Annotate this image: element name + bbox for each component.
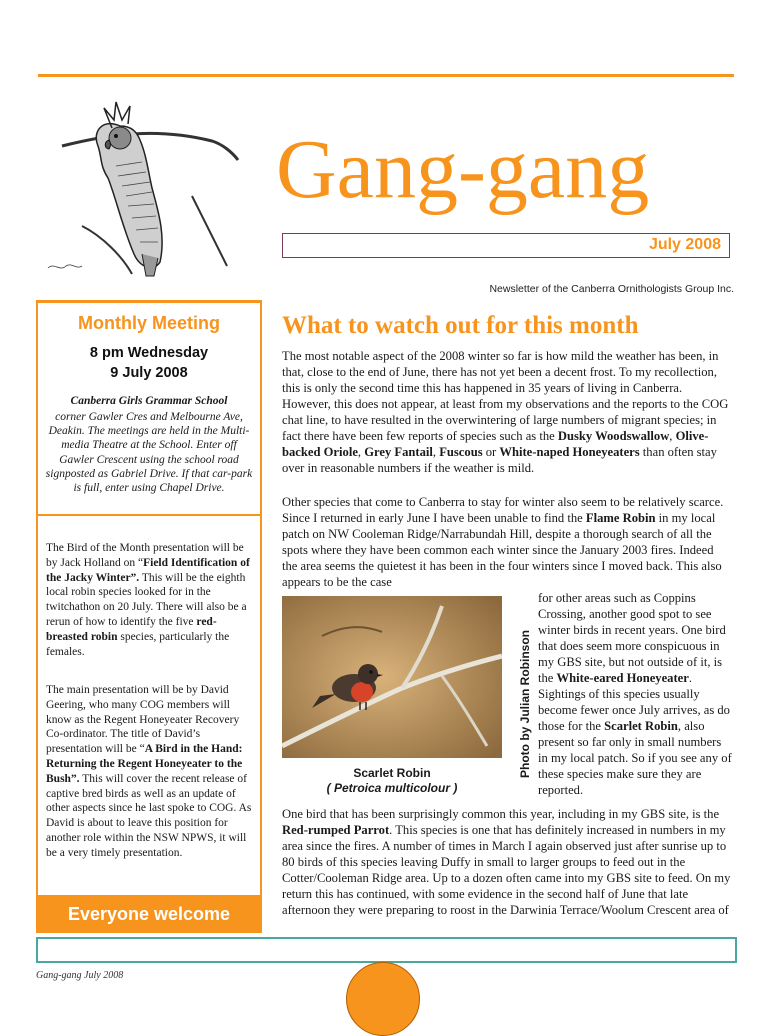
- text-run: ,: [669, 429, 676, 443]
- photo-credit: Photo by Julian Robinson: [518, 630, 532, 778]
- article-paragraph-2: [282, 494, 732, 590]
- bold-run: White-eared Honeyeater: [556, 671, 689, 685]
- meeting-date: 9 July 2008: [110, 365, 188, 381]
- monthly-meeting-heading: Monthly Meeting: [78, 313, 220, 333]
- text-run: . Sightings of this species usually become fewer once July arrives, as do those for the: [538, 671, 730, 733]
- photo-caption-title: Scarlet Robin: [353, 766, 431, 780]
- issue-date-box: [282, 233, 730, 258]
- meeting-venue-name: Canberra Girls Grammar School: [70, 395, 228, 407]
- bold-run: Scarlet Robin: [604, 719, 678, 733]
- main-presentation-paragraph: [46, 683, 254, 861]
- text-run: The most notable aspect of the 2008 winter so far is how mild the weather has been, in that, close to the end of June, there has not yet been a decent frost. To my recollection, this is only the second time this has happened in 35 years of living in Canberra. However, this does not appear, at least from my observations and the reports to the COG chat line, to have resulted in the overwintering of large numbers of migrant species; in fact there have been few reports of species such as the: [282, 349, 729, 443]
- meeting-time: 8 pm Wednesday: [89, 345, 209, 361]
- text-run: This will be the eighth local robin species looked for in the twitchathon on 20 July. There will also be a rerun of how to identify the five: [46, 571, 247, 628]
- bold-run: Grey Fantail: [364, 445, 433, 459]
- text-run: ,: [357, 445, 365, 459]
- text-run: This will cover the recent release of captive bred birds as well as an update of other aspects since he last spoke to COG. As David is about to leave this position for another role within the NSW NPWS, it will be a very timely presentation.: [46, 772, 252, 859]
- text-run: One bird that has been surprisingly common this year, including in my GBS site, is the: [282, 807, 720, 821]
- text-run: for other areas such as Coppins Crossing, another good spot to see winter birds in recent years. One bird that does seem more conspicuous in my GBS site, but not outside of it, is the: [538, 591, 726, 685]
- text-run: or: [482, 445, 500, 459]
- presentations-sidebar: [36, 513, 262, 933]
- bold-run: Fuscous: [439, 445, 483, 459]
- page-number-circle: [346, 962, 420, 1036]
- everyone-welcome-banner: Everyone welcome: [38, 895, 260, 933]
- text-run: . This species is one that has definitely increased in numbers in my area since the fires. A number of times in March I again observed just after sunrise up to 80 birds of this species leaving Duffy in small to larger groups to feed out in the Cotter/Cooleman Ridge area. Up to a dozen often came into my GBS site to feed. On my return this has continued, with some evidence in the second half of June that late afternoon they were preparing to roost in the Darwinia Terrace/Woolum Crescent area of: [282, 823, 731, 917]
- text-run: species, particularly the females.: [46, 630, 230, 658]
- bird-of-month-paragraph: [46, 541, 254, 659]
- bold-run: White-naped Honeyeaters: [499, 445, 640, 459]
- bold-run: Dusky Woodswallow: [557, 429, 670, 443]
- newsletter-tagline: Newsletter of the Canberra Ornithologists Group Inc.: [489, 283, 734, 295]
- article-paragraph-2-continued: [538, 590, 732, 798]
- text-run: The main presentation will be by David Geering, who many COG members will know as the Regent Honeyeater Recovery Co-ordinator. The title of David’s presentation will be “: [46, 684, 240, 756]
- text-run: The Bird of the Month presentation will be by Jack Holland on “: [46, 542, 244, 569]
- text-run: ,: [432, 445, 440, 459]
- text-run: than often stay over in reasonable numbers if the weather is mild.: [282, 445, 717, 475]
- bold-run: Red-rumped Parrot: [282, 823, 390, 837]
- bold-run: Flame Robin: [585, 511, 656, 525]
- page-footer: Gang-gang July 2008: [36, 970, 124, 981]
- bold-run: red-breasted robin: [46, 615, 217, 643]
- bold-run: Olive-backed Oriole: [282, 429, 709, 459]
- text-run: , also present so far only in small numbers in my local patch. So if you see any of these species make sure they are reported.: [538, 719, 732, 797]
- newsletter-title: Gang-gang: [276, 123, 650, 216]
- issue-date: July 2008: [648, 236, 721, 253]
- bottom-border-strip: [36, 937, 737, 963]
- photo-caption-species: ( Petroica multicolour ): [326, 781, 458, 795]
- gang-gang-cockatoo-illustration: [42, 86, 242, 278]
- article-paragraph-1: [282, 348, 732, 476]
- bold-run: Field Identification of the Jacky Winter”.: [46, 556, 250, 584]
- article-title: What to watch out for this month: [282, 312, 639, 339]
- bold-run: A Bird in the Hand: Returning the Regent Honeyeater to the Bush”.: [46, 743, 243, 785]
- text-run: in my local patch on NW Cooleman Ridge/Narrabundah Hill, despite a thorough search of all the spots where they have been common each winter since the January 2003 fires. Indeed the area seems the quietest it has been in the four winters since I moved back. This also appears to be the case: [282, 511, 722, 589]
- article-paragraph-3: [282, 806, 732, 918]
- top-rule: [38, 74, 734, 77]
- text-run: Other species that come to Canberra to stay for winter also seem to be relatively scarce. Since I returned in early June I have been unable to find the: [282, 495, 724, 525]
- meeting-venue-details: corner Gawler Cres and Melbourne Ave, Deakin. The meetings are held in the Multi-media Theatre at the School. Enter off Gawler Crescent using the school road signposted as Gabriel Drive. If that car-park is full, enter using Chapel Drive.: [45, 411, 253, 495]
- monthly-meeting-box: [36, 300, 262, 516]
- scarlet-robin-photo: [282, 596, 502, 758]
